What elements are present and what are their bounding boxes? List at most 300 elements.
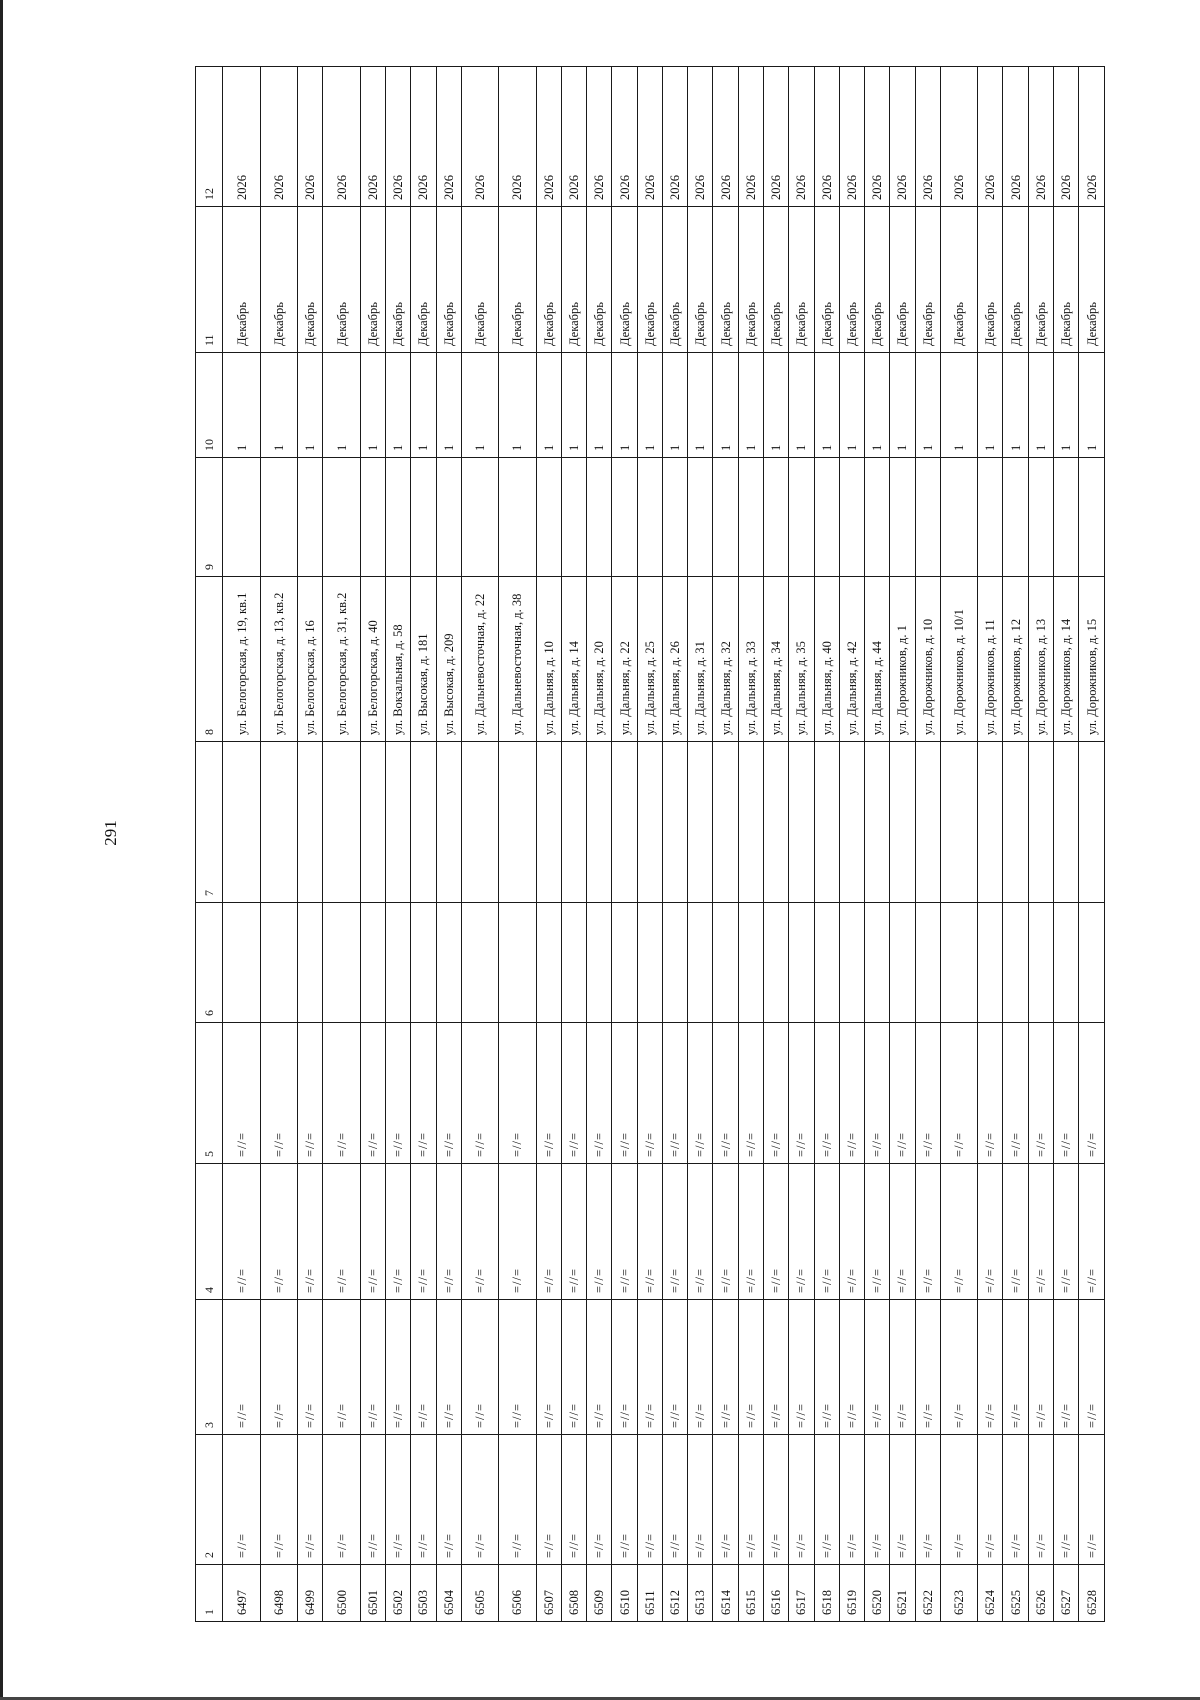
col7-cell bbox=[915, 742, 940, 903]
col5-cell: =//= bbox=[411, 1023, 436, 1164]
col9-cell bbox=[814, 458, 839, 577]
address-cell: ул. Дальняя, д. 20 bbox=[587, 577, 612, 742]
month-cell: Декабрь bbox=[738, 207, 763, 353]
col3-cell: =//= bbox=[763, 1300, 788, 1435]
column-header: 7 bbox=[196, 742, 223, 903]
month-cell: Декабрь bbox=[915, 207, 940, 353]
col7-cell bbox=[940, 742, 977, 903]
row-number-cell: 6497 bbox=[223, 1565, 260, 1622]
col4-cell: =//= bbox=[411, 1164, 436, 1300]
table-row bbox=[436, 67, 461, 1622]
month-cell: Декабрь bbox=[461, 207, 498, 353]
year-cell: 2026 bbox=[612, 67, 637, 207]
col4-cell: =//= bbox=[561, 1164, 586, 1300]
col7-cell bbox=[561, 742, 586, 903]
column-header: 5 bbox=[196, 1023, 223, 1164]
address-cell: ул. Дорожников, д. 15 bbox=[1079, 577, 1105, 742]
col4-cell: =//= bbox=[360, 1164, 385, 1300]
col7-cell bbox=[612, 742, 637, 903]
col9-cell bbox=[436, 458, 461, 577]
month-cell: Декабрь bbox=[360, 207, 385, 353]
address-cell: ул. Дальняя, д. 14 bbox=[561, 577, 586, 742]
col6-cell bbox=[587, 903, 612, 1023]
year-cell: 2026 bbox=[1003, 67, 1028, 207]
col6-cell bbox=[499, 903, 536, 1023]
col7-cell bbox=[499, 742, 536, 903]
quantity-cell: 1 bbox=[839, 353, 864, 458]
col5-cell: =//= bbox=[713, 1023, 738, 1164]
col6-cell bbox=[436, 903, 461, 1023]
col7-cell bbox=[1079, 742, 1105, 903]
row-number-cell: 6524 bbox=[978, 1565, 1003, 1622]
row-number-cell: 6523 bbox=[940, 1565, 977, 1622]
table-row bbox=[1079, 67, 1105, 1622]
address-cell: ул. Дальняя, д. 32 bbox=[713, 577, 738, 742]
row-number-cell: 6513 bbox=[688, 1565, 713, 1622]
col4-cell: =//= bbox=[814, 1164, 839, 1300]
month-cell: Декабрь bbox=[1054, 207, 1079, 353]
year-cell: 2026 bbox=[713, 67, 738, 207]
column-header: 9 bbox=[196, 458, 223, 577]
col9-cell bbox=[536, 458, 561, 577]
col6-cell bbox=[1003, 903, 1028, 1023]
col2-cell: =//= bbox=[386, 1435, 411, 1565]
year-cell: 2026 bbox=[839, 67, 864, 207]
col2-cell: =//= bbox=[915, 1435, 940, 1565]
col9-cell bbox=[561, 458, 586, 577]
quantity-cell: 1 bbox=[260, 353, 297, 458]
row-number-cell: 6516 bbox=[763, 1565, 788, 1622]
col7-cell bbox=[386, 742, 411, 903]
col5-cell: =//= bbox=[1079, 1023, 1105, 1164]
col5-cell: =//= bbox=[978, 1023, 1003, 1164]
year-cell: 2026 bbox=[688, 67, 713, 207]
row-number-cell: 6528 bbox=[1079, 1565, 1105, 1622]
address-cell: ул. Белогорская, д. 16 bbox=[298, 577, 323, 742]
binding-edge bbox=[0, 0, 3, 1700]
col4-cell: =//= bbox=[763, 1164, 788, 1300]
row-number-cell: 6520 bbox=[865, 1565, 890, 1622]
table-row bbox=[561, 67, 586, 1622]
col5-cell: =//= bbox=[461, 1023, 498, 1164]
col9-cell bbox=[890, 458, 915, 577]
col6-cell bbox=[612, 903, 637, 1023]
col9-cell bbox=[323, 458, 360, 577]
address-cell: ул. Дальняя, д. 40 bbox=[814, 577, 839, 742]
month-cell: Декабрь bbox=[890, 207, 915, 353]
col3-cell: =//= bbox=[1003, 1300, 1028, 1435]
col6-cell bbox=[561, 903, 586, 1023]
col3-cell: =//= bbox=[814, 1300, 839, 1435]
year-cell: 2026 bbox=[1028, 67, 1053, 207]
col6-cell bbox=[1054, 903, 1079, 1023]
quantity-cell: 1 bbox=[637, 353, 662, 458]
year-cell: 2026 bbox=[738, 67, 763, 207]
table-row bbox=[499, 67, 536, 1622]
column-header: 3 bbox=[196, 1300, 223, 1435]
quantity-cell: 1 bbox=[587, 353, 612, 458]
year-cell: 2026 bbox=[298, 67, 323, 207]
year-cell: 2026 bbox=[763, 67, 788, 207]
col3-cell: =//= bbox=[561, 1300, 586, 1435]
col7-cell bbox=[738, 742, 763, 903]
quantity-cell: 1 bbox=[323, 353, 360, 458]
col7-cell bbox=[223, 742, 260, 903]
col5-cell: =//= bbox=[865, 1023, 890, 1164]
table-row bbox=[940, 67, 977, 1622]
col7-cell bbox=[839, 742, 864, 903]
row-number-cell: 6519 bbox=[839, 1565, 864, 1622]
col6-cell bbox=[1028, 903, 1053, 1023]
page-number: 291 bbox=[101, 820, 120, 846]
table-row bbox=[587, 67, 612, 1622]
col2-cell: =//= bbox=[978, 1435, 1003, 1565]
month-cell: Декабрь bbox=[1028, 207, 1053, 353]
col3-cell: =//= bbox=[536, 1300, 561, 1435]
col3-cell: =//= bbox=[915, 1300, 940, 1435]
col4-cell: =//= bbox=[662, 1164, 687, 1300]
table-row bbox=[637, 67, 662, 1622]
col7-cell bbox=[260, 742, 297, 903]
address-cell: ул. Дальняя, д. 25 bbox=[637, 577, 662, 742]
quantity-cell: 1 bbox=[940, 353, 977, 458]
year-cell: 2026 bbox=[637, 67, 662, 207]
month-cell: Декабрь bbox=[839, 207, 864, 353]
col2-cell: =//= bbox=[360, 1435, 385, 1565]
col7-cell bbox=[637, 742, 662, 903]
col3-cell: =//= bbox=[461, 1300, 498, 1435]
col3-cell: =//= bbox=[978, 1300, 1003, 1435]
quantity-cell: 1 bbox=[1003, 353, 1028, 458]
year-cell: 2026 bbox=[323, 67, 360, 207]
col3-cell: =//= bbox=[637, 1300, 662, 1435]
year-cell: 2026 bbox=[662, 67, 687, 207]
col7-cell bbox=[713, 742, 738, 903]
quantity-cell: 1 bbox=[1054, 353, 1079, 458]
col9-cell bbox=[386, 458, 411, 577]
col5-cell: =//= bbox=[839, 1023, 864, 1164]
col3-cell: =//= bbox=[688, 1300, 713, 1435]
address-cell: ул. Белогорская, д. 40 bbox=[360, 577, 385, 742]
row-number-cell: 6499 bbox=[298, 1565, 323, 1622]
col3-cell: =//= bbox=[223, 1300, 260, 1435]
row-number-cell: 6517 bbox=[789, 1565, 814, 1622]
row-number-cell: 6509 bbox=[587, 1565, 612, 1622]
col3-cell: =//= bbox=[436, 1300, 461, 1435]
col2-cell: =//= bbox=[499, 1435, 536, 1565]
col9-cell bbox=[789, 458, 814, 577]
col5-cell: =//= bbox=[1003, 1023, 1028, 1164]
quantity-cell: 1 bbox=[978, 353, 1003, 458]
column-header: 6 bbox=[196, 903, 223, 1023]
register-table bbox=[195, 66, 1105, 1622]
col5-cell: =//= bbox=[536, 1023, 561, 1164]
column-header: 2 bbox=[196, 1435, 223, 1565]
year-cell: 2026 bbox=[915, 67, 940, 207]
row-number-cell: 6505 bbox=[461, 1565, 498, 1622]
col2-cell: =//= bbox=[612, 1435, 637, 1565]
col4-cell: =//= bbox=[738, 1164, 763, 1300]
year-cell: 2026 bbox=[436, 67, 461, 207]
col4-cell: =//= bbox=[915, 1164, 940, 1300]
col4-cell: =//= bbox=[298, 1164, 323, 1300]
col4-cell: =//= bbox=[1054, 1164, 1079, 1300]
col4-cell: =//= bbox=[688, 1164, 713, 1300]
address-cell: ул. Дорожников, д. 1 bbox=[890, 577, 915, 742]
quantity-cell: 1 bbox=[763, 353, 788, 458]
col4-cell: =//= bbox=[436, 1164, 461, 1300]
row-number-cell: 6504 bbox=[436, 1565, 461, 1622]
col2-cell: =//= bbox=[561, 1435, 586, 1565]
col9-cell bbox=[688, 458, 713, 577]
col2-cell: =//= bbox=[763, 1435, 788, 1565]
col6-cell bbox=[688, 903, 713, 1023]
row-number-cell: 6506 bbox=[499, 1565, 536, 1622]
table-row bbox=[323, 67, 360, 1622]
row-number-cell: 6527 bbox=[1054, 1565, 1079, 1622]
month-cell: Декабрь bbox=[436, 207, 461, 353]
table-body bbox=[196, 67, 1105, 1622]
address-cell: ул. Вокзальная, д. 58 bbox=[386, 577, 411, 742]
quantity-cell: 1 bbox=[1079, 353, 1105, 458]
address-cell: ул. Дальняя, д. 10 bbox=[536, 577, 561, 742]
col9-cell bbox=[1003, 458, 1028, 577]
col3-cell: =//= bbox=[386, 1300, 411, 1435]
month-cell: Декабрь bbox=[688, 207, 713, 353]
col6-cell bbox=[890, 903, 915, 1023]
column-header: 8 bbox=[196, 577, 223, 742]
address-cell: ул. Дальняя, д. 33 bbox=[738, 577, 763, 742]
month-cell: Декабрь bbox=[386, 207, 411, 353]
year-cell: 2026 bbox=[890, 67, 915, 207]
column-header: 12 bbox=[196, 67, 223, 207]
col3-cell: =//= bbox=[662, 1300, 687, 1435]
col3-cell: =//= bbox=[1054, 1300, 1079, 1435]
address-cell: ул. Дорожников, д. 14 bbox=[1054, 577, 1079, 742]
col2-cell: =//= bbox=[814, 1435, 839, 1565]
address-cell: ул. Дорожников, д. 13 bbox=[1028, 577, 1053, 742]
table-row bbox=[978, 67, 1003, 1622]
col5-cell: =//= bbox=[1054, 1023, 1079, 1164]
col6-cell bbox=[1079, 903, 1105, 1023]
col4-cell: =//= bbox=[260, 1164, 297, 1300]
col4-cell: =//= bbox=[1003, 1164, 1028, 1300]
col7-cell bbox=[1028, 742, 1053, 903]
col9-cell bbox=[763, 458, 788, 577]
col9-cell bbox=[662, 458, 687, 577]
table-row bbox=[688, 67, 713, 1622]
month-cell: Декабрь bbox=[789, 207, 814, 353]
year-cell: 2026 bbox=[360, 67, 385, 207]
col3-cell: =//= bbox=[940, 1300, 977, 1435]
col9-cell bbox=[940, 458, 977, 577]
col9-cell bbox=[461, 458, 498, 577]
row-number-cell: 6507 bbox=[536, 1565, 561, 1622]
col9-cell bbox=[978, 458, 1003, 577]
year-cell: 2026 bbox=[536, 67, 561, 207]
col9-cell bbox=[1028, 458, 1053, 577]
table-row bbox=[662, 67, 687, 1622]
month-cell: Декабрь bbox=[587, 207, 612, 353]
column-header: 4 bbox=[196, 1164, 223, 1300]
col9-cell bbox=[1054, 458, 1079, 577]
col6-cell bbox=[223, 903, 260, 1023]
row-number-cell: 6511 bbox=[637, 1565, 662, 1622]
col6-cell bbox=[839, 903, 864, 1023]
col2-cell: =//= bbox=[1079, 1435, 1105, 1565]
col9-cell bbox=[612, 458, 637, 577]
col6-cell bbox=[978, 903, 1003, 1023]
col3-cell: =//= bbox=[839, 1300, 864, 1435]
col9-cell bbox=[411, 458, 436, 577]
col4-cell: =//= bbox=[978, 1164, 1003, 1300]
col9-cell bbox=[637, 458, 662, 577]
col5-cell: =//= bbox=[637, 1023, 662, 1164]
col3-cell: =//= bbox=[411, 1300, 436, 1435]
col5-cell: =//= bbox=[386, 1023, 411, 1164]
col6-cell bbox=[637, 903, 662, 1023]
table-row bbox=[223, 67, 260, 1622]
col3-cell: =//= bbox=[298, 1300, 323, 1435]
month-cell: Декабрь bbox=[499, 207, 536, 353]
col2-cell: =//= bbox=[738, 1435, 763, 1565]
address-cell: ул. Высокая, д. 181 bbox=[411, 577, 436, 742]
col5-cell: =//= bbox=[915, 1023, 940, 1164]
register-table-container bbox=[195, 67, 1105, 1622]
col7-cell bbox=[536, 742, 561, 903]
col4-cell: =//= bbox=[536, 1164, 561, 1300]
quantity-cell: 1 bbox=[738, 353, 763, 458]
col2-cell: =//= bbox=[789, 1435, 814, 1565]
col5-cell: =//= bbox=[940, 1023, 977, 1164]
col4-cell: =//= bbox=[1079, 1164, 1105, 1300]
quantity-cell: 1 bbox=[461, 353, 498, 458]
col5-cell: =//= bbox=[763, 1023, 788, 1164]
address-cell: ул. Белогорская, д. 13, кв.2 bbox=[260, 577, 297, 742]
col3-cell: =//= bbox=[1079, 1300, 1105, 1435]
col9-cell bbox=[298, 458, 323, 577]
address-cell: ул. Дальняя, д. 26 bbox=[662, 577, 687, 742]
quantity-cell: 1 bbox=[890, 353, 915, 458]
col3-cell: =//= bbox=[323, 1300, 360, 1435]
col5-cell: =//= bbox=[688, 1023, 713, 1164]
row-number-cell: 6518 bbox=[814, 1565, 839, 1622]
address-cell: ул. Дальневосточная, д. 22 bbox=[461, 577, 498, 742]
year-cell: 2026 bbox=[223, 67, 260, 207]
quantity-cell: 1 bbox=[865, 353, 890, 458]
month-cell: Декабрь bbox=[612, 207, 637, 353]
year-cell: 2026 bbox=[386, 67, 411, 207]
table-row bbox=[411, 67, 436, 1622]
col2-cell: =//= bbox=[1054, 1435, 1079, 1565]
col2-cell: =//= bbox=[662, 1435, 687, 1565]
month-cell: Декабрь bbox=[814, 207, 839, 353]
col9-cell bbox=[738, 458, 763, 577]
month-cell: Декабрь bbox=[763, 207, 788, 353]
col4-cell: =//= bbox=[940, 1164, 977, 1300]
row-number-cell: 6514 bbox=[713, 1565, 738, 1622]
col3-cell: =//= bbox=[612, 1300, 637, 1435]
address-cell: ул. Дальняя, д. 35 bbox=[789, 577, 814, 742]
col4-cell: =//= bbox=[223, 1164, 260, 1300]
col2-cell: =//= bbox=[688, 1435, 713, 1565]
col3-cell: =//= bbox=[587, 1300, 612, 1435]
row-number-cell: 6508 bbox=[561, 1565, 586, 1622]
quantity-cell: 1 bbox=[436, 353, 461, 458]
month-cell: Декабрь bbox=[561, 207, 586, 353]
year-cell: 2026 bbox=[260, 67, 297, 207]
year-cell: 2026 bbox=[865, 67, 890, 207]
col9-cell bbox=[587, 458, 612, 577]
year-cell: 2026 bbox=[499, 67, 536, 207]
col7-cell bbox=[1054, 742, 1079, 903]
col9-cell bbox=[713, 458, 738, 577]
quantity-cell: 1 bbox=[612, 353, 637, 458]
header-row bbox=[196, 67, 223, 1622]
col6-cell bbox=[865, 903, 890, 1023]
col7-cell bbox=[436, 742, 461, 903]
col7-cell bbox=[890, 742, 915, 903]
col5-cell: =//= bbox=[436, 1023, 461, 1164]
row-number-cell: 6521 bbox=[890, 1565, 915, 1622]
column-header: 11 bbox=[196, 207, 223, 353]
col5-cell: =//= bbox=[298, 1023, 323, 1164]
col6-cell bbox=[323, 903, 360, 1023]
quantity-cell: 1 bbox=[688, 353, 713, 458]
table-row bbox=[763, 67, 788, 1622]
year-cell: 2026 bbox=[789, 67, 814, 207]
year-cell: 2026 bbox=[561, 67, 586, 207]
col4-cell: =//= bbox=[890, 1164, 915, 1300]
column-header: 10 bbox=[196, 353, 223, 458]
col5-cell: =//= bbox=[1028, 1023, 1053, 1164]
col5-cell: =//= bbox=[360, 1023, 385, 1164]
col6-cell bbox=[298, 903, 323, 1023]
col3-cell: =//= bbox=[360, 1300, 385, 1435]
col6-cell bbox=[360, 903, 385, 1023]
row-number-cell: 6512 bbox=[662, 1565, 687, 1622]
col2-cell: =//= bbox=[298, 1435, 323, 1565]
table-row bbox=[814, 67, 839, 1622]
col2-cell: =//= bbox=[1028, 1435, 1053, 1565]
col6-cell bbox=[940, 903, 977, 1023]
col6-cell bbox=[915, 903, 940, 1023]
address-cell: ул. Дорожников, д. 10 bbox=[915, 577, 940, 742]
address-cell: ул. Дальняя, д. 42 bbox=[839, 577, 864, 742]
col2-cell: =//= bbox=[536, 1435, 561, 1565]
table-row bbox=[360, 67, 385, 1622]
col2-cell: =//= bbox=[223, 1435, 260, 1565]
col6-cell bbox=[260, 903, 297, 1023]
month-cell: Декабрь bbox=[940, 207, 977, 353]
col6-cell bbox=[814, 903, 839, 1023]
col9-cell bbox=[360, 458, 385, 577]
col3-cell: =//= bbox=[890, 1300, 915, 1435]
col4-cell: =//= bbox=[789, 1164, 814, 1300]
col7-cell bbox=[763, 742, 788, 903]
year-cell: 2026 bbox=[978, 67, 1003, 207]
col3-cell: =//= bbox=[713, 1300, 738, 1435]
col2-cell: =//= bbox=[637, 1435, 662, 1565]
year-cell: 2026 bbox=[1054, 67, 1079, 207]
col7-cell bbox=[865, 742, 890, 903]
address-cell: ул. Дальняя, д. 31 bbox=[688, 577, 713, 742]
col4-cell: =//= bbox=[1028, 1164, 1053, 1300]
col6-cell bbox=[763, 903, 788, 1023]
col9-cell bbox=[1079, 458, 1105, 577]
quantity-cell: 1 bbox=[561, 353, 586, 458]
col5-cell: =//= bbox=[587, 1023, 612, 1164]
